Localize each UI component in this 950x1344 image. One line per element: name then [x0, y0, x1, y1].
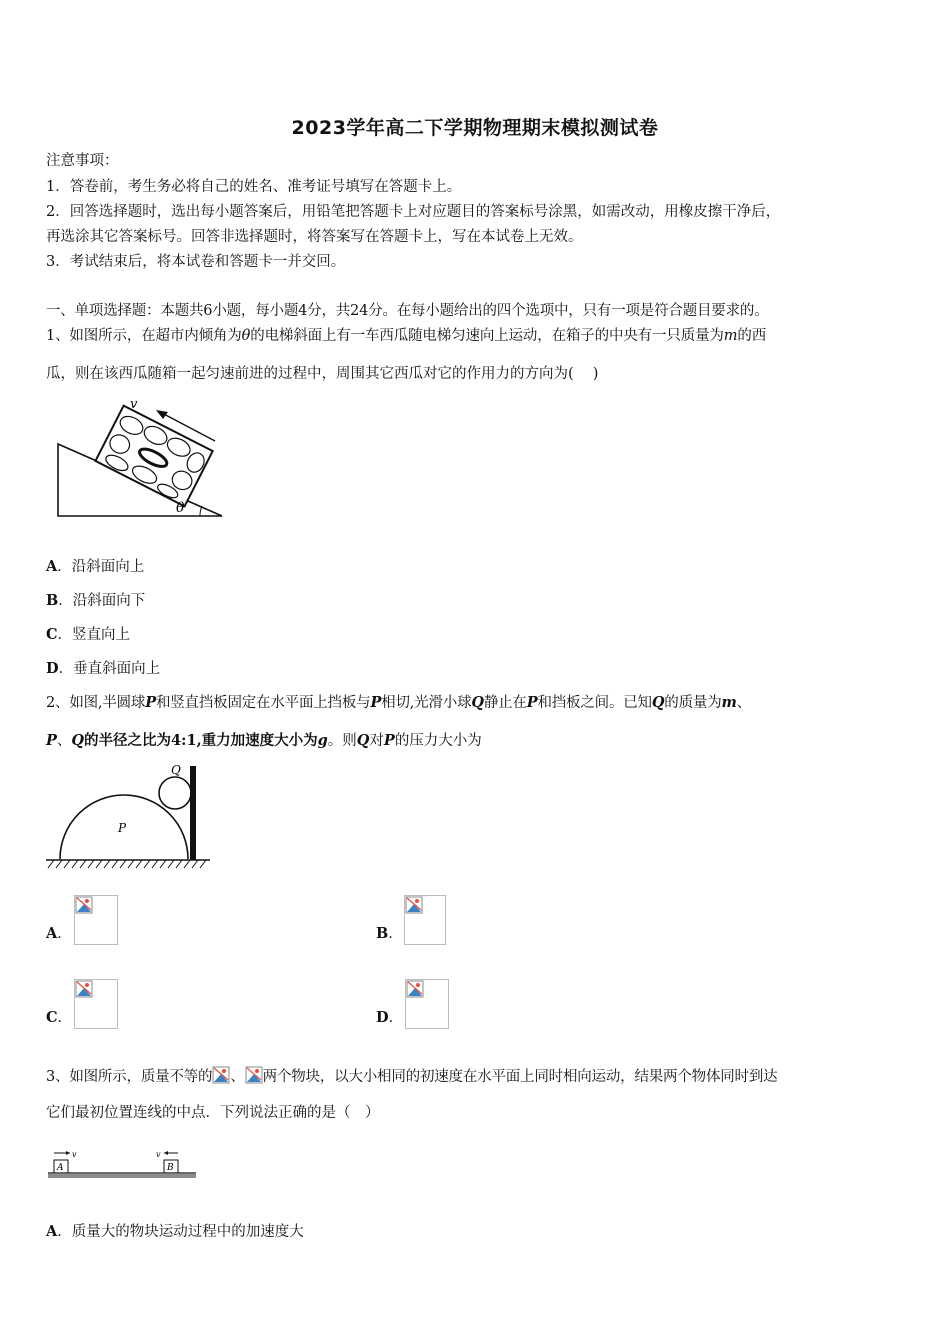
q2-option-d-dot: ． [388, 1010, 404, 1026]
notice-item-2-cont: 再选涂其它答案标号。回答非选择题时，将答案写在答题卡上，写在本试卷上无效。 [46, 229, 583, 245]
q1-option-b-text: 沿斜面向下 [72, 593, 146, 609]
q1-stem-line1 [46, 326, 906, 346]
q1-option-c[interactable]: C．竖直向上 [46, 626, 131, 643]
q1-stem-line2: 瓜，则在该西瓜随箱一起匀速前进的过程中，周围其它西瓜对它的作用力的方向为( ) [46, 366, 599, 382]
q1-option-c-label: C [46, 626, 58, 643]
q1-option-a-label: A [46, 558, 58, 575]
q1-figure-theta-label: θ [176, 500, 185, 516]
q2-text-h: 、 [56, 733, 72, 749]
q1-option-d-label: D [46, 660, 59, 677]
q2-stem-line2 [46, 731, 906, 751]
q2-figure-q-label: Q [171, 763, 181, 777]
q2-text-l: 的压力大小为 [394, 733, 482, 749]
q2-var-p: P [383, 732, 395, 749]
q2-text-f: 的质量为 [664, 695, 722, 711]
q1-option-a[interactable]: A．沿斜面向上 [46, 558, 145, 575]
q2-var-m: m [721, 694, 737, 711]
q3-text-b: 两个物块，以大小相同的初速度在水平面上同时相向运动，结果两个物体同时到达 [262, 1069, 778, 1085]
q3-stem-line1 [46, 1066, 906, 1087]
q1-option-d[interactable]: D．垂直斜面向上 [46, 660, 161, 677]
q2-text-k: 对 [369, 733, 384, 749]
q2-var-p: P [370, 694, 382, 711]
q2-var-q: Q [471, 694, 484, 711]
q2-var-q: Q [356, 732, 370, 749]
q1-text-c: 的西 [737, 328, 767, 344]
q1-figure-incline [50, 394, 230, 524]
q2-option-a-dot: ． [57, 926, 72, 942]
q1-option-b-label: B [46, 592, 59, 609]
broken-image-icon [245, 1066, 263, 1084]
q2-option-d-label: D [376, 1009, 389, 1026]
notice-heading: 注意事项： [46, 153, 119, 169]
q2-var-q: Q [71, 732, 85, 749]
q2-option-c-dot: ． [57, 1010, 73, 1026]
q3-option-a-text: 质量大的物块运动过程中的加速度大 [71, 1224, 304, 1240]
q2-text-e: 和挡板之间。已知 [537, 695, 652, 711]
page-title: 2023学年高二下学期物理期末模拟测试卷 [291, 117, 659, 139]
q2-option-b[interactable] [376, 924, 403, 944]
q3-option-a[interactable]: A．质量大的物块运动过程中的加速度大 [46, 1223, 304, 1240]
q1-m: m [723, 328, 738, 344]
q1-option-a-text: 沿斜面向上 [71, 559, 145, 575]
q3-stem-line2: 它们最初位置连线的中点．下列说法正确的是（ ） [46, 1105, 380, 1121]
q1-figure-v-label: v [130, 397, 138, 412]
q2-text-i: 的半径之比为4:1,重力加速度大小为 [84, 732, 318, 749]
q2-option-d-image [405, 979, 449, 1029]
q2-var-p: P [46, 732, 57, 749]
q2-option-b-dot: ． [388, 926, 403, 942]
q2-option-d[interactable] [376, 1008, 403, 1028]
q2-text-j: 。则 [327, 733, 357, 749]
q2-text-g: 、 [736, 695, 751, 711]
q2-var-p: P [526, 694, 538, 711]
q2-stem-line1 [46, 693, 906, 713]
q1-option-b[interactable]: B．沿斜面向下 [46, 592, 146, 609]
broken-image-icon [75, 896, 93, 914]
broken-image-icon [406, 980, 424, 998]
q2-option-a[interactable] [46, 924, 72, 944]
section-heading: 一、单项选择题：本题共6小题，每小题4分，共24分。在每小题给出的四个选项中，只有一项是符合题目要求的。 [46, 303, 769, 319]
q2-text-b: 和竖直挡板固定在水平面上挡板与 [155, 695, 371, 711]
broken-image-icon [75, 980, 93, 998]
q2-text-a: 2、如图,半圆球 [46, 695, 146, 711]
notice-item-3: 3．考试结束后，将本试卷和答题卡一并交回。 [46, 254, 346, 270]
q1-theta: θ [241, 328, 251, 344]
q2-figure-hemisphere [44, 758, 214, 874]
q3-figure-a-label: A [57, 1163, 64, 1173]
q2-figure-p-label: P [118, 821, 127, 835]
q3-text-a: 3、如图所示，质量不等的 [46, 1069, 213, 1085]
q3-text-sep: 、 [230, 1069, 245, 1085]
broken-image-icon [405, 896, 423, 914]
q1-text-a: 1、如图所示，在超市内倾角为 [46, 328, 242, 344]
q2-var-g: g [317, 732, 328, 749]
q3-figure-v2-label: v [156, 1150, 161, 1159]
q3-option-a-label: A [46, 1223, 58, 1240]
notice-item-1: 1．答卷前，考生务必将自己的姓名、准考证号填写在答题卡上。 [46, 179, 462, 195]
q1-option-c-text: 竖直向上 [72, 627, 131, 643]
q1-text-b: 的电梯斜面上有一车西瓜随电梯匀速向上运动，在箱子的中央有一只质量为 [250, 328, 724, 344]
q2-option-a-label: A [46, 925, 58, 942]
q2-option-a-image [74, 895, 118, 945]
q2-text-d: 静止在 [483, 695, 527, 711]
q2-var-q: Q [651, 694, 665, 711]
broken-image-icon [212, 1066, 230, 1084]
q2-var-p: P [145, 694, 156, 711]
q1-option-d-text: 垂直斜面向上 [73, 661, 161, 677]
q2-option-c-image [74, 979, 118, 1029]
q3-figure-blocks [46, 1148, 198, 1184]
q2-option-c[interactable] [46, 1008, 72, 1028]
q2-text-c: 相切,光滑小球 [381, 695, 472, 711]
q3-figure-b-label: B [167, 1163, 174, 1173]
q2-option-c-label: C [46, 1009, 58, 1026]
notice-item-2: 2．回答选择题时，选出每小题答案后，用铅笔把答题卡上对应题目的答案标号涂黑，如需改动，用橡皮擦干净后， [46, 204, 781, 220]
q3-figure-v1-label: v [72, 1150, 77, 1159]
q2-option-b-label: B [376, 925, 389, 942]
q2-option-b-image [404, 895, 446, 945]
